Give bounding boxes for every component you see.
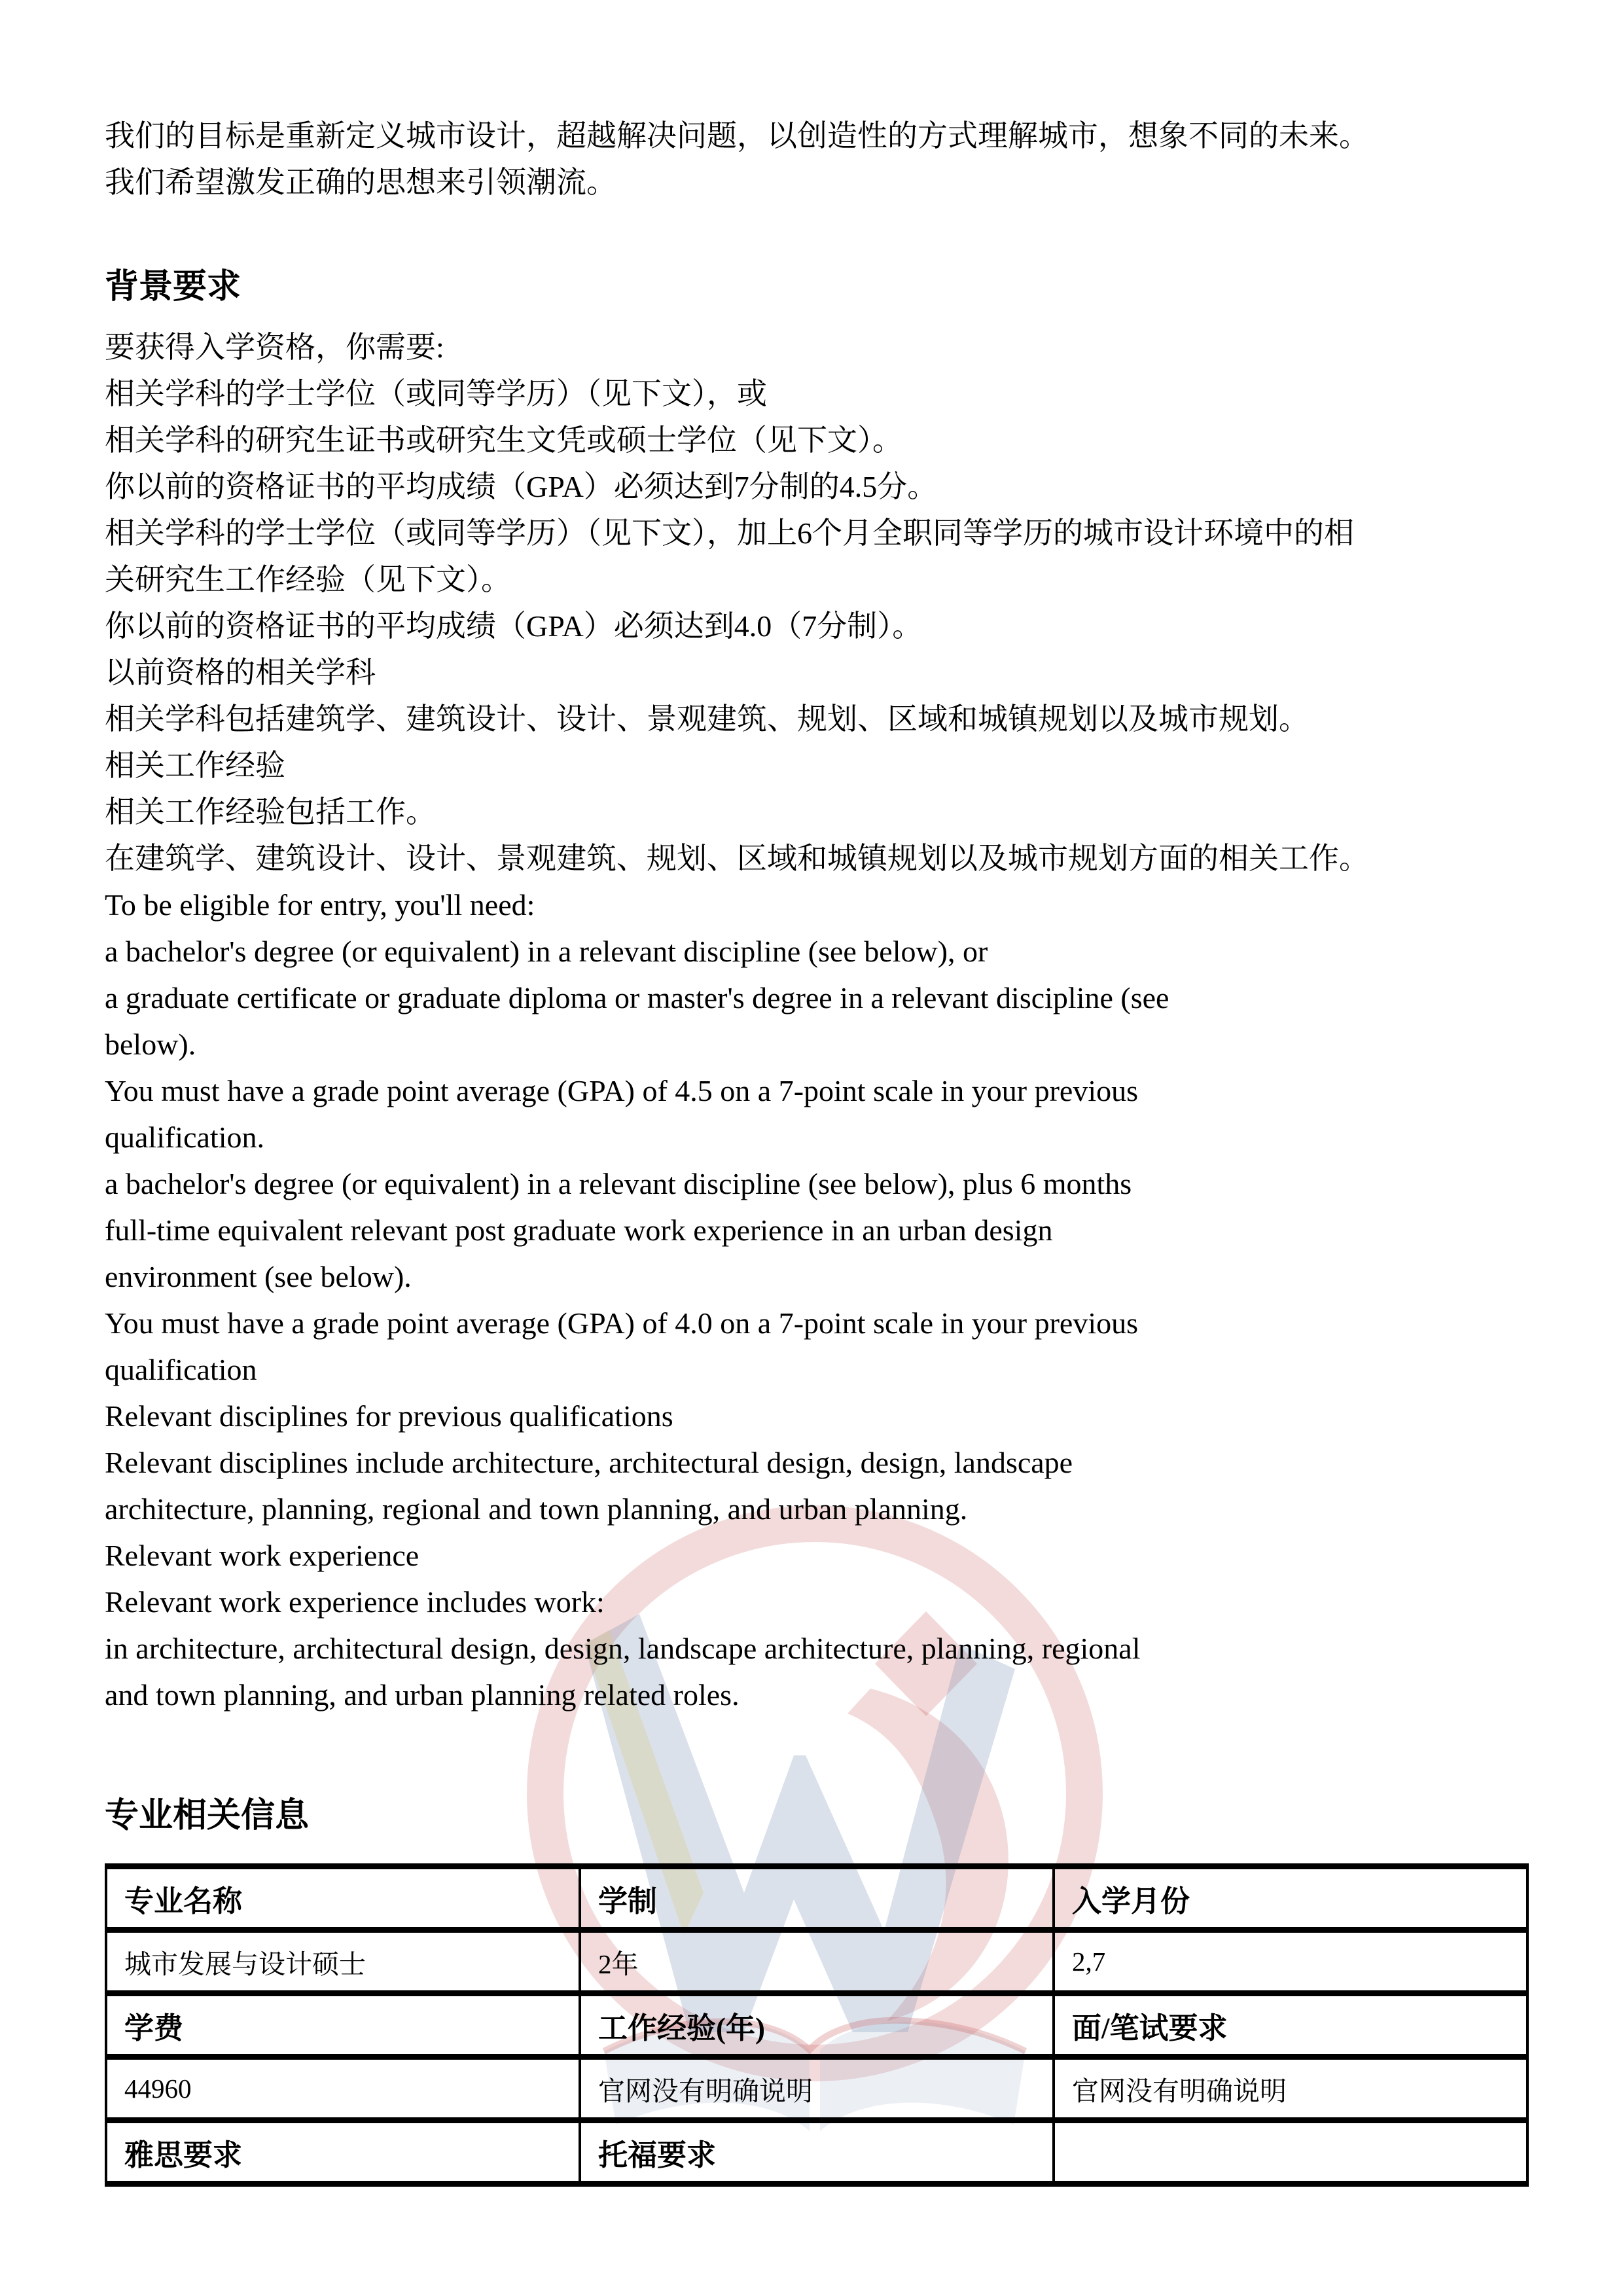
text-line: qualification. [105,1121,264,1154]
text-line: qualification [105,1353,257,1386]
text-line: 相关工作经验包括工作。 [105,795,436,829]
table-header-cell: 专业名称 [106,1867,580,1930]
text-line: 相关学科的研究生证书或研究生文凭或硕士学位（见下文）。 [105,423,902,457]
table-data-cell: 官网没有明确说明 [1054,2057,1527,2121]
background-requirements-heading: 背景要求 [105,268,241,306]
table-row [106,2121,1527,2184]
text-line: 你以前的资格证书的平均成绩（GPA）必须达到7分制的4.5分。 [105,470,938,503]
text-line: 关研究生工作经验（见下文）。 [105,563,511,596]
text-line: below). [105,1028,196,1061]
table-header-cell [1054,2121,1527,2184]
table-header-cell: 托福要求 [580,2121,1054,2184]
text-line: 相关学科的学士学位（或同等学历）（见下文），加上6个月全职同等学历的城市设计环境中的相 [105,516,1354,550]
table-header-cell: 学制 [580,1867,1054,1930]
table-row [106,2057,1527,2121]
text-line: a bachelor's degree (or equivalent) in a relevant discipline (see below), plus 6 months [105,1167,1132,1200]
table-header-cell: 入学月份 [1054,1867,1527,1930]
text-line: You must have a grade point average (GPA) of 4.0 on a 7-point scale in your previous [105,1306,1139,1340]
table-data-cell: 2年 [580,1930,1054,1994]
text-line: 要获得入学资格，你需要: [105,331,444,364]
text-line: Relevant work experience [105,1539,419,1572]
table-header-cell: 工作经验(年) [580,1994,1054,2057]
program-info-heading: 专业相关信息 [105,1797,310,1835]
text-line: a bachelor's degree (or equivalent) in a relevant discipline (see below), or [105,935,988,968]
requirements-text-block [105,324,1544,1718]
text-line: 相关学科包括建筑学、建筑设计、设计、景观建筑、规划、区域和城镇规划以及城市规划。 [105,702,1309,736]
text-line: Relevant work experience includes work: [105,1585,605,1619]
table-data-cell: 2,7 [1054,1930,1527,1994]
text-line: 相关工作经验 [105,749,285,782]
table-header-cell: 面/笔试要求 [1054,1994,1527,2057]
text-line: To be eligible for entry, you'll need: [105,888,535,922]
table-row [106,1994,1527,2057]
table-data-cell: 官网没有明确说明 [580,2057,1054,2121]
table-data-cell: 44960 [106,2057,580,2121]
text-line: environment (see below). [105,1260,412,1293]
text-line: 相关学科的学士学位（或同等学历）（见下文），或 [105,377,767,410]
table-data-cell: 城市发展与设计硕士 [106,1930,580,1994]
text-line: in architecture, architectural design, design, landscape architecture, planning, regional [105,1632,1141,1665]
text-line: architecture, planning, regional and town planning, and urban planning. [105,1492,968,1526]
text-line: 你以前的资格证书的平均成绩（GPA）必须达到4.0（7分制）。 [105,609,923,643]
table-row [106,1867,1527,1930]
table-header-cell: 学费 [106,1994,580,2057]
program-info-table [105,1863,1529,2187]
text-line: You must have a grade point average (GPA) of 4.5 on a 7-point scale in your previous [105,1074,1139,1107]
text-line: 我们希望激发正确的思想来引领潮流。 [105,166,616,199]
text-line: 以前资格的相关学科 [105,656,376,689]
text-line: and town planning, and urban planning related roles. [105,1678,740,1712]
table-header-cell: 雅思要求 [106,2121,580,2184]
text-line: Relevant disciplines for previous qualifications [105,1399,673,1433]
text-line: full-time equivalent relevant post graduate work experience in an urban design [105,1213,1053,1247]
intro-paragraph [105,113,1544,206]
text-line: 我们的目标是重新定义城市设计，超越解决问题，以创造性的方式理解城市，想象不同的未来。 [105,119,1369,152]
text-line: a graduate certificate or graduate diploma or master's degree in a relevant discipline (see [105,981,1169,1014]
text-line: 在建筑学、建筑设计、设计、景观建筑、规划、区域和城镇规划以及城市规划方面的相关工作。 [105,842,1369,875]
text-line: Relevant disciplines include architecture, architectural design, design, landscape [105,1446,1073,1479]
table-row [106,1930,1527,1994]
